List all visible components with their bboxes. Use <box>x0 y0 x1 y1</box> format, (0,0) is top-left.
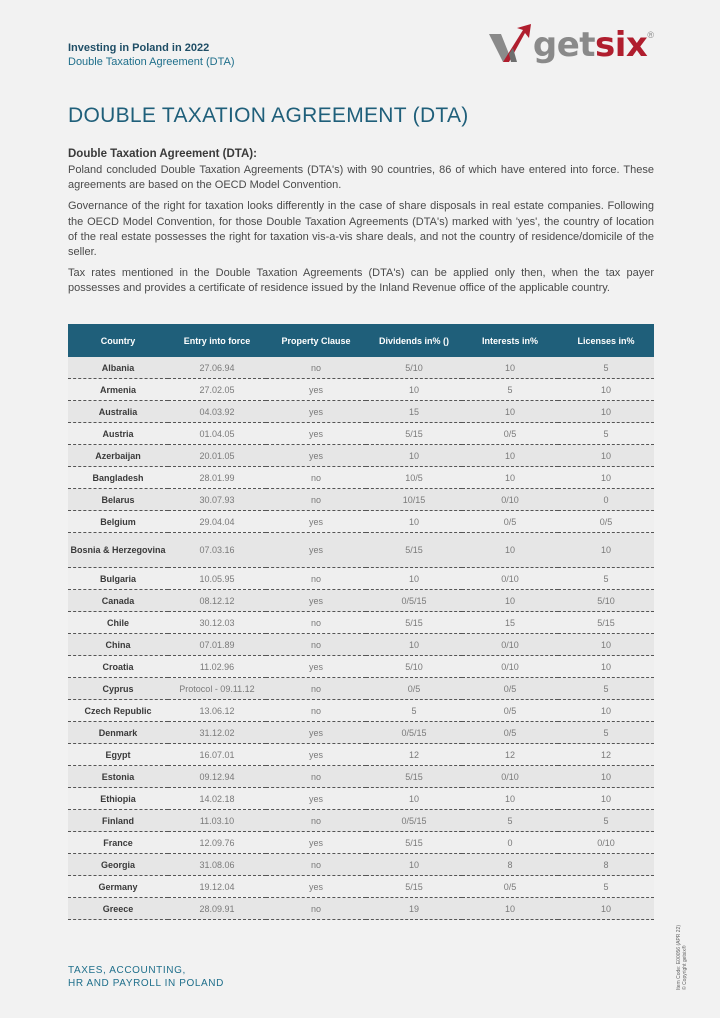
country-cell: Finland <box>68 810 168 832</box>
table-row <box>68 656 654 678</box>
footer-line-2: HR AND PAYROLL IN POLAND <box>68 978 224 989</box>
table-row <box>68 445 654 467</box>
table-cell: 07.03.16 <box>168 533 266 568</box>
table-cell: 10 <box>558 656 654 678</box>
logo-wordmark <box>533 25 647 65</box>
table-cell: yes <box>266 876 366 898</box>
country-cell: Greece <box>68 898 168 920</box>
table-cell: 5 <box>558 722 654 744</box>
table-row <box>68 854 654 876</box>
table-cell: 11.03.10 <box>168 810 266 832</box>
country-cell: Armenia <box>68 379 168 401</box>
table-cell: 10 <box>366 634 462 656</box>
country-cell: Croatia <box>68 656 168 678</box>
table-cell: 0/5 <box>462 876 558 898</box>
table-row <box>68 590 654 612</box>
table-cell: 5/15 <box>366 832 462 854</box>
logo-text-accent: six <box>595 25 648 65</box>
table-cell: 0 <box>462 832 558 854</box>
table-cell: 28.09.91 <box>168 898 266 920</box>
table-cell: 0/5 <box>462 700 558 722</box>
table-cell: 12 <box>366 744 462 766</box>
getsix-logo <box>487 24 654 66</box>
table-cell: 10 <box>366 568 462 590</box>
table-cell: 10 <box>558 401 654 423</box>
table-cell: 10 <box>558 788 654 810</box>
paragraph-1: Poland concluded Double Taxation Agreements (DTA's) with 90 countries, 86 of which have entered into force. These agreements are based on the OECD Model Convention. <box>68 164 654 192</box>
arrow-logo-icon <box>487 24 533 66</box>
table-cell: 5 <box>558 357 654 379</box>
table-row <box>68 722 654 744</box>
table-cell: 08.12.12 <box>168 590 266 612</box>
country-cell: Bangladesh <box>68 467 168 489</box>
table-cell: 01.04.05 <box>168 423 266 445</box>
table-row <box>68 401 654 423</box>
table-cell: 10 <box>558 533 654 568</box>
table-cell: 10 <box>462 401 558 423</box>
table-cell: 10 <box>558 634 654 656</box>
table-cell: 10 <box>462 590 558 612</box>
country-cell: China <box>68 634 168 656</box>
table-cell: 20.01.05 <box>168 445 266 467</box>
table-row <box>68 744 654 766</box>
table-cell: 19 <box>366 898 462 920</box>
table-cell: 10 <box>558 467 654 489</box>
paragraph-2: Governance of the right for taxation looks differently in the case of share disposals in real estate companies. Following the OECD Model Convention, for those Double Taxation Agreements (DTA's) marked with 'yes', the country of location of the real estate possesses the right for taxation vis-a-vis share deals, and not the country of residence/domicile of the seller. <box>68 200 654 259</box>
table-cell: 10 <box>462 533 558 568</box>
table-cell: no <box>266 568 366 590</box>
table-cell: yes <box>266 401 366 423</box>
intro-content <box>68 148 654 303</box>
column-header: Property Clause <box>266 324 366 357</box>
table-cell: 10 <box>366 511 462 533</box>
table-cell: 8 <box>558 854 654 876</box>
country-cell: Estonia <box>68 766 168 788</box>
table-row <box>68 700 654 722</box>
footer-tagline <box>68 964 224 990</box>
table-cell: 10 <box>366 854 462 876</box>
country-cell: Georgia <box>68 854 168 876</box>
table-cell: 10 <box>558 766 654 788</box>
table-cell: 5 <box>558 876 654 898</box>
country-cell: Germany <box>68 876 168 898</box>
table-cell: 04.03.92 <box>168 401 266 423</box>
table-cell: 5 <box>558 423 654 445</box>
country-cell: Canada <box>68 590 168 612</box>
table-header-row <box>68 324 654 357</box>
table-cell: 5/15 <box>366 533 462 568</box>
dta-table <box>68 324 654 920</box>
paragraph-3: Tax rates mentioned in the Double Taxation Agreements (DTA's) can be applied only then, when the tax payer possesses and provides a certificate of residence issued by the Inland Revenue office of the applicable country. <box>68 267 654 295</box>
table-cell: no <box>266 810 366 832</box>
country-cell: France <box>68 832 168 854</box>
table-row <box>68 423 654 445</box>
table-cell: 10 <box>462 788 558 810</box>
column-header: Entry into force <box>168 324 266 357</box>
country-cell: Egypt <box>68 744 168 766</box>
country-cell: Azerbaijan <box>68 445 168 467</box>
table-cell: yes <box>266 379 366 401</box>
table-cell: 10 <box>558 898 654 920</box>
table-cell: yes <box>266 533 366 568</box>
country-cell: Australia <box>68 401 168 423</box>
table-cell: yes <box>266 423 366 445</box>
table-cell: 0/5 <box>366 678 462 700</box>
copyright: © Copyright getsix® <box>682 945 688 990</box>
table-cell: 29.04.04 <box>168 511 266 533</box>
table-cell: 5 <box>558 678 654 700</box>
table-cell: 10 <box>462 898 558 920</box>
country-cell: Bulgaria <box>68 568 168 590</box>
table-row <box>68 678 654 700</box>
table-cell: no <box>266 678 366 700</box>
table-cell: yes <box>266 832 366 854</box>
table-cell: 12 <box>462 744 558 766</box>
table-cell: 5/15 <box>366 876 462 898</box>
table-row <box>68 810 654 832</box>
table-cell: 0/10 <box>462 489 558 511</box>
table-cell: 10 <box>462 445 558 467</box>
table-cell: Protocol - 09.11.12 <box>168 678 266 700</box>
country-cell: Austria <box>68 423 168 445</box>
table-cell: 5/15 <box>366 766 462 788</box>
table-cell: 5 <box>462 379 558 401</box>
table-cell: 0/10 <box>462 766 558 788</box>
table-cell: 0/5 <box>462 423 558 445</box>
table-cell: 5 <box>558 810 654 832</box>
country-cell: Belarus <box>68 489 168 511</box>
table-cell: 10 <box>558 379 654 401</box>
country-cell: Albania <box>68 357 168 379</box>
table-cell: 0 <box>558 489 654 511</box>
table-cell: 0/5 <box>462 722 558 744</box>
table-cell: 10 <box>366 445 462 467</box>
table-cell: 5/10 <box>366 656 462 678</box>
table-cell: 5 <box>462 810 558 832</box>
item-code: Item Code: E00056 (APR 22) <box>676 924 682 990</box>
table-cell: 27.02.05 <box>168 379 266 401</box>
table-cell: no <box>266 634 366 656</box>
table-row <box>68 788 654 810</box>
table-cell: no <box>266 467 366 489</box>
country-cell: Belgium <box>68 511 168 533</box>
table-cell: 5 <box>558 568 654 590</box>
page-title: DOUBLE TAXATION AGREEMENT (DTA) <box>68 104 469 127</box>
header-subtitle: Double Taxation Agreement (DTA) <box>68 56 235 68</box>
column-header: Dividends in% () <box>366 324 462 357</box>
table-row <box>68 379 654 401</box>
table-cell: 10 <box>366 379 462 401</box>
table-cell: yes <box>266 511 366 533</box>
table-cell: 0/5 <box>462 511 558 533</box>
table-cell: no <box>266 489 366 511</box>
footer-line-1: TAXES, ACCOUNTING, <box>68 965 186 976</box>
table-cell: no <box>266 766 366 788</box>
table-cell: no <box>266 700 366 722</box>
table-row <box>68 533 654 568</box>
table-cell: yes <box>266 722 366 744</box>
table-cell: 13.06.12 <box>168 700 266 722</box>
table-cell: no <box>266 898 366 920</box>
table-row <box>68 357 654 379</box>
table-row <box>68 876 654 898</box>
table-cell: yes <box>266 590 366 612</box>
table-cell: 0/5/15 <box>366 810 462 832</box>
table-row <box>68 612 654 634</box>
table-cell: 31.08.06 <box>168 854 266 876</box>
table-cell: 19.12.04 <box>168 876 266 898</box>
table-cell: 0/10 <box>558 832 654 854</box>
table-cell: 12 <box>558 744 654 766</box>
country-cell: Cyprus <box>68 678 168 700</box>
logo-text-main: get <box>532 25 596 65</box>
table-cell: no <box>266 357 366 379</box>
section-heading: Double Taxation Agreement (DTA): <box>68 148 257 160</box>
document-header <box>68 42 235 68</box>
table-cell: 12.09.76 <box>168 832 266 854</box>
table-row <box>68 898 654 920</box>
table-cell: 07.01.89 <box>168 634 266 656</box>
table-cell: 16.07.01 <box>168 744 266 766</box>
table-cell: yes <box>266 656 366 678</box>
country-cell: Chile <box>68 612 168 634</box>
table-cell: 27.06.94 <box>168 357 266 379</box>
table-cell: 30.12.03 <box>168 612 266 634</box>
table-cell: 10 <box>462 467 558 489</box>
table-cell: 0/10 <box>462 568 558 590</box>
table-cell: no <box>266 854 366 876</box>
table-cell: 10 <box>462 357 558 379</box>
table-cell: 10.05.95 <box>168 568 266 590</box>
table-cell: 10 <box>366 788 462 810</box>
table-row <box>68 568 654 590</box>
table-cell: 0/5/15 <box>366 722 462 744</box>
table-cell: 09.12.94 <box>168 766 266 788</box>
table-cell: 0/10 <box>462 656 558 678</box>
table-cell: 10/5 <box>366 467 462 489</box>
table-row <box>68 489 654 511</box>
table-cell: 14.02.18 <box>168 788 266 810</box>
item-code-note <box>676 925 688 990</box>
table-cell: yes <box>266 445 366 467</box>
table-cell: 28.01.99 <box>168 467 266 489</box>
table-body <box>68 357 654 920</box>
table-cell: 5/10 <box>558 590 654 612</box>
table-cell: 8 <box>462 854 558 876</box>
table-cell: 15 <box>366 401 462 423</box>
column-header: Interests in% <box>462 324 558 357</box>
logo-registered-mark: ® <box>647 30 654 40</box>
table-cell: 31.12.02 <box>168 722 266 744</box>
table-cell: 0/10 <box>462 634 558 656</box>
country-cell: Denmark <box>68 722 168 744</box>
table-row <box>68 766 654 788</box>
table-cell: 10 <box>558 445 654 467</box>
table-cell: yes <box>266 744 366 766</box>
table-cell: 5/15 <box>558 612 654 634</box>
header-title: Investing in Poland in 2022 <box>68 42 210 54</box>
country-cell: Ethiopia <box>68 788 168 810</box>
table-row <box>68 511 654 533</box>
table-cell: no <box>266 612 366 634</box>
table-cell: 11.02.96 <box>168 656 266 678</box>
column-header: Country <box>68 324 168 357</box>
table-cell: 0/5 <box>558 511 654 533</box>
table-cell: 30.07.93 <box>168 489 266 511</box>
table-cell: 5 <box>366 700 462 722</box>
table-row <box>68 634 654 656</box>
table-cell: 5/15 <box>366 612 462 634</box>
table-cell: 5/10 <box>366 357 462 379</box>
table-cell: 10 <box>558 700 654 722</box>
table-cell: yes <box>266 788 366 810</box>
table-row <box>68 467 654 489</box>
column-header: Licenses in% <box>558 324 654 357</box>
table-cell: 10/15 <box>366 489 462 511</box>
country-cell: Bosnia & Herzegovina <box>68 533 168 568</box>
country-cell: Czech Republic <box>68 700 168 722</box>
table-row <box>68 832 654 854</box>
table-cell: 0/5 <box>462 678 558 700</box>
table-cell: 0/5/15 <box>366 590 462 612</box>
table-cell: 5/15 <box>366 423 462 445</box>
table-cell: 15 <box>462 612 558 634</box>
